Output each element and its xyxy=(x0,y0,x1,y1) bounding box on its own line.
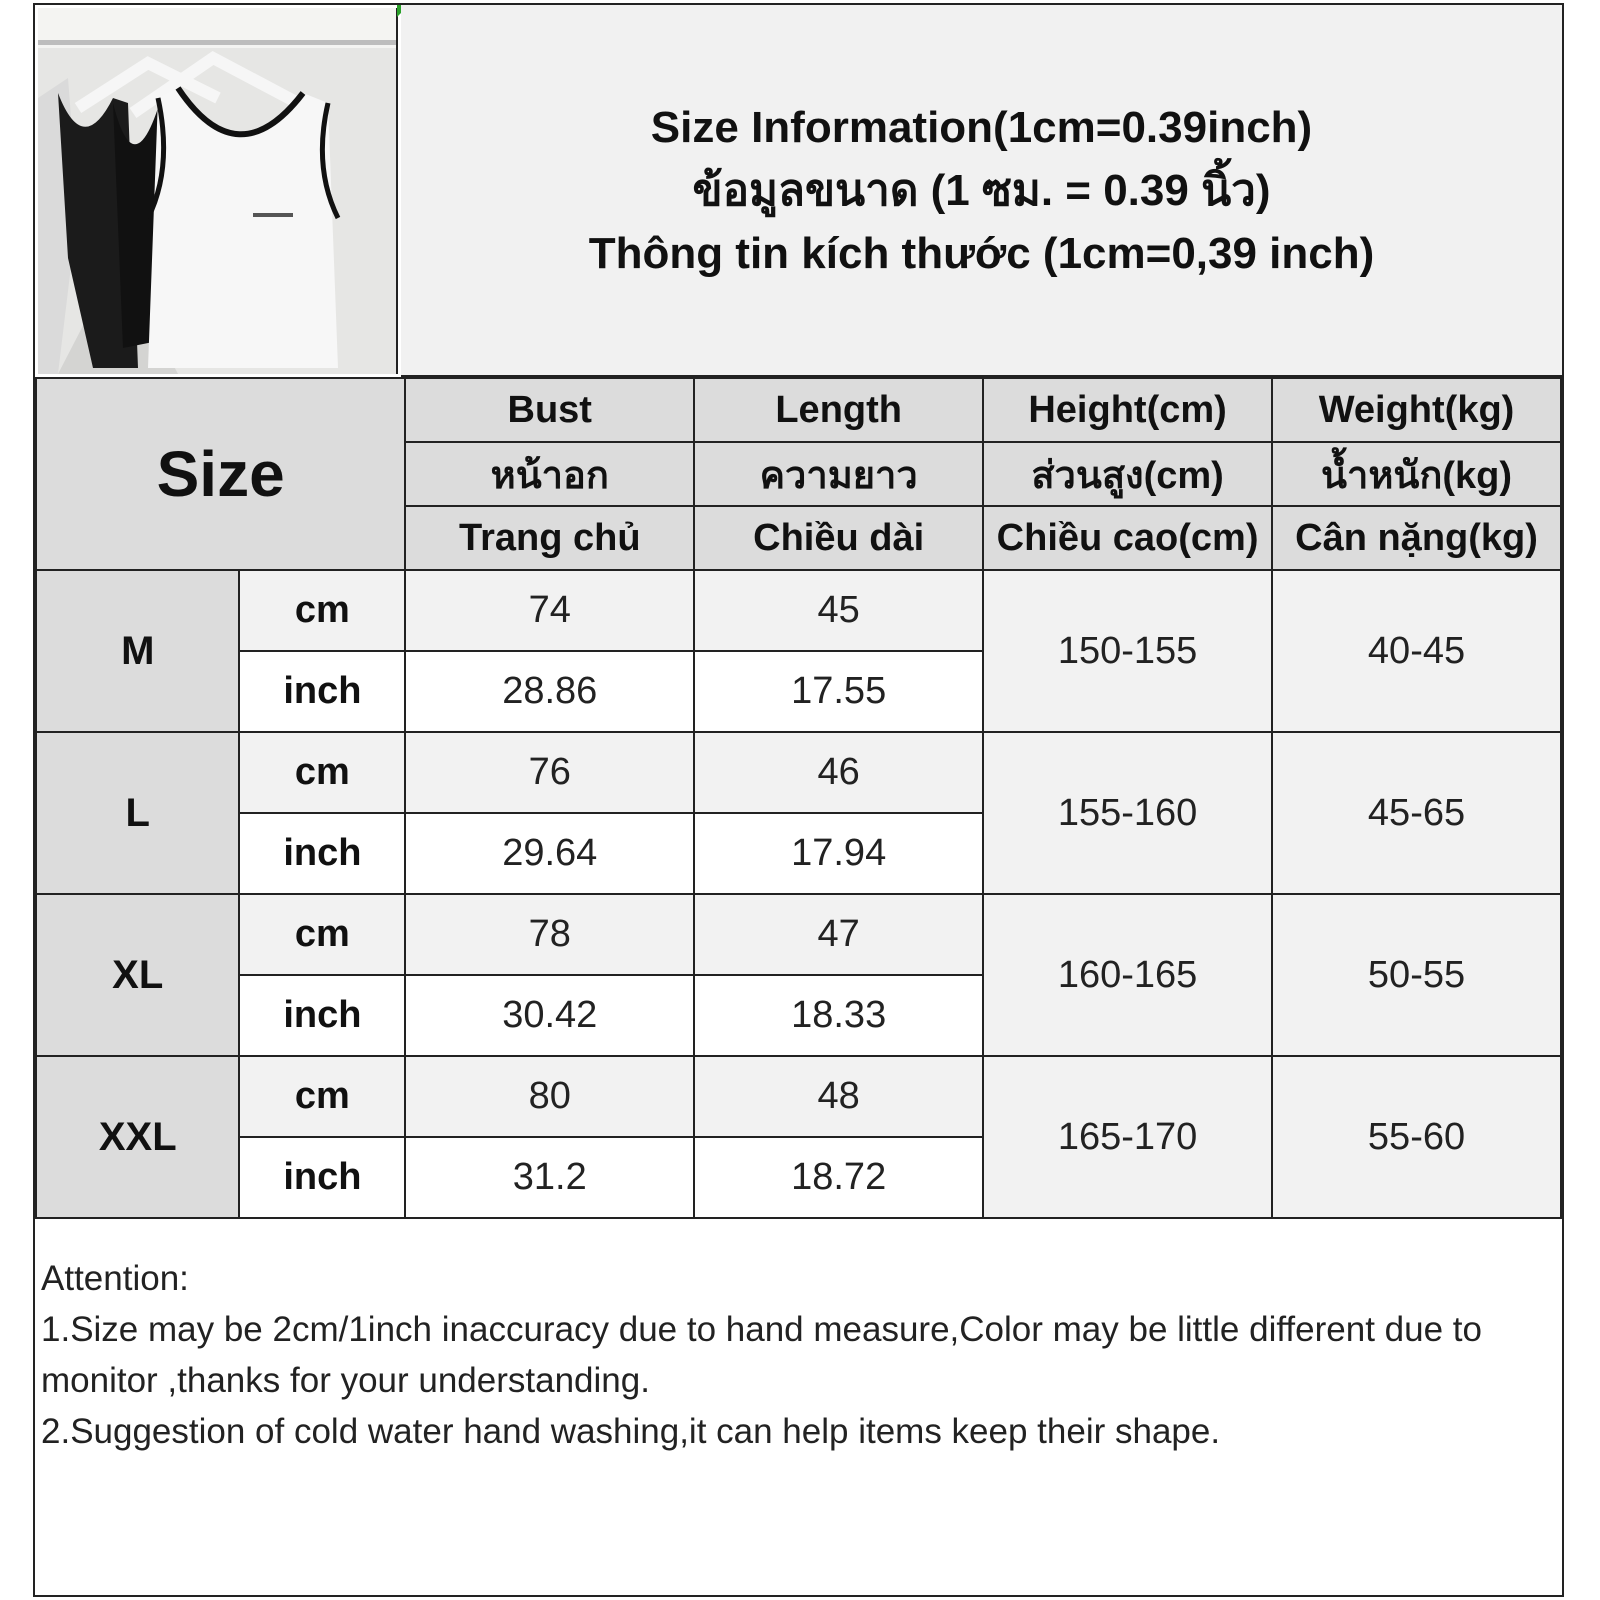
length-inch: 17.94 xyxy=(694,813,983,894)
title-thai: ข้อมูลขนาด (1 ซม. = 0.39 นิ้ว) xyxy=(692,165,1271,215)
weight-range: 55-60 xyxy=(1272,1056,1561,1218)
col-length-vi: Chiều dài xyxy=(694,506,983,570)
bust-inch: 30.42 xyxy=(405,975,694,1056)
col-length-en: Length xyxy=(694,378,983,442)
col-bust-th: หน้าอก xyxy=(405,442,694,506)
attention-note-1: 1.Size may be 2cm/1inch inaccuracy due to hand measure,Color may be little different due to monitor ,thanks for your understanding. xyxy=(41,1310,1482,1400)
size-xl: XL xyxy=(36,894,239,1056)
size-l: L xyxy=(36,732,239,894)
weight-range: 40-45 xyxy=(1272,570,1561,732)
length-inch: 18.72 xyxy=(694,1137,983,1218)
height-range: 150-155 xyxy=(983,570,1272,732)
attention-notes xyxy=(41,1253,1550,1457)
size-xxl: XXL xyxy=(36,1056,239,1218)
unit-inch: inch xyxy=(239,975,405,1056)
size-header: Size xyxy=(36,378,405,570)
col-height-vi: Chiều cao(cm) xyxy=(983,506,1272,570)
bust-cm: 74 xyxy=(405,570,694,651)
bust-cm: 78 xyxy=(405,894,694,975)
length-inch: 17.55 xyxy=(694,651,983,732)
unit-inch: inch xyxy=(239,813,405,894)
unit-inch: inch xyxy=(239,651,405,732)
bust-inch: 28.86 xyxy=(405,651,694,732)
weight-range: 45-65 xyxy=(1272,732,1561,894)
header-row-english xyxy=(36,378,1561,442)
tank-top-image xyxy=(38,8,398,374)
weight-range: 50-55 xyxy=(1272,894,1561,1056)
attention-heading: Attention: xyxy=(41,1259,189,1298)
title-vietnamese: Thông tin kích thước (1cm=0,39 inch) xyxy=(588,228,1375,278)
title-english: Size Information(1cm=0.39inch) xyxy=(650,102,1313,152)
length-cm: 47 xyxy=(694,894,983,975)
size-m: M xyxy=(36,570,239,732)
height-range: 165-170 xyxy=(983,1056,1272,1218)
size-info-header xyxy=(401,5,1562,377)
size-table xyxy=(35,377,1562,1219)
bust-inch: 29.64 xyxy=(405,813,694,894)
col-weight-en: Weight(kg) xyxy=(1272,378,1561,442)
unit-inch: inch xyxy=(239,1137,405,1218)
col-length-th: ความยาว xyxy=(694,442,983,506)
bust-inch: 31.2 xyxy=(405,1137,694,1218)
size-chart xyxy=(33,3,1564,1597)
bust-cm: 76 xyxy=(405,732,694,813)
col-bust-en: Bust xyxy=(405,378,694,442)
table-row xyxy=(36,570,1561,651)
unit-cm: cm xyxy=(239,732,405,813)
table-row xyxy=(36,732,1561,813)
col-height-th: ส่วนสูง(cm) xyxy=(983,442,1272,506)
unit-cm: cm xyxy=(239,894,405,975)
bust-cm: 80 xyxy=(405,1056,694,1137)
product-photo xyxy=(38,8,398,374)
unit-cm: cm xyxy=(239,570,405,651)
table-row xyxy=(36,1056,1561,1137)
length-inch: 18.33 xyxy=(694,975,983,1056)
col-height-en: Height(cm) xyxy=(983,378,1272,442)
height-range: 160-165 xyxy=(983,894,1272,1056)
col-weight-th: น้ำหนัก(kg) xyxy=(1272,442,1561,506)
attention-note-2: 2.Suggestion of cold water hand washing,it can help items keep their shape. xyxy=(41,1412,1221,1451)
height-range: 155-160 xyxy=(983,732,1272,894)
table-row xyxy=(36,894,1561,975)
unit-cm: cm xyxy=(239,1056,405,1137)
length-cm: 46 xyxy=(694,732,983,813)
col-bust-vi: Trang chủ xyxy=(405,506,694,570)
length-cm: 48 xyxy=(694,1056,983,1137)
col-weight-vi: Cân nặng(kg) xyxy=(1272,506,1561,570)
length-cm: 45 xyxy=(694,570,983,651)
